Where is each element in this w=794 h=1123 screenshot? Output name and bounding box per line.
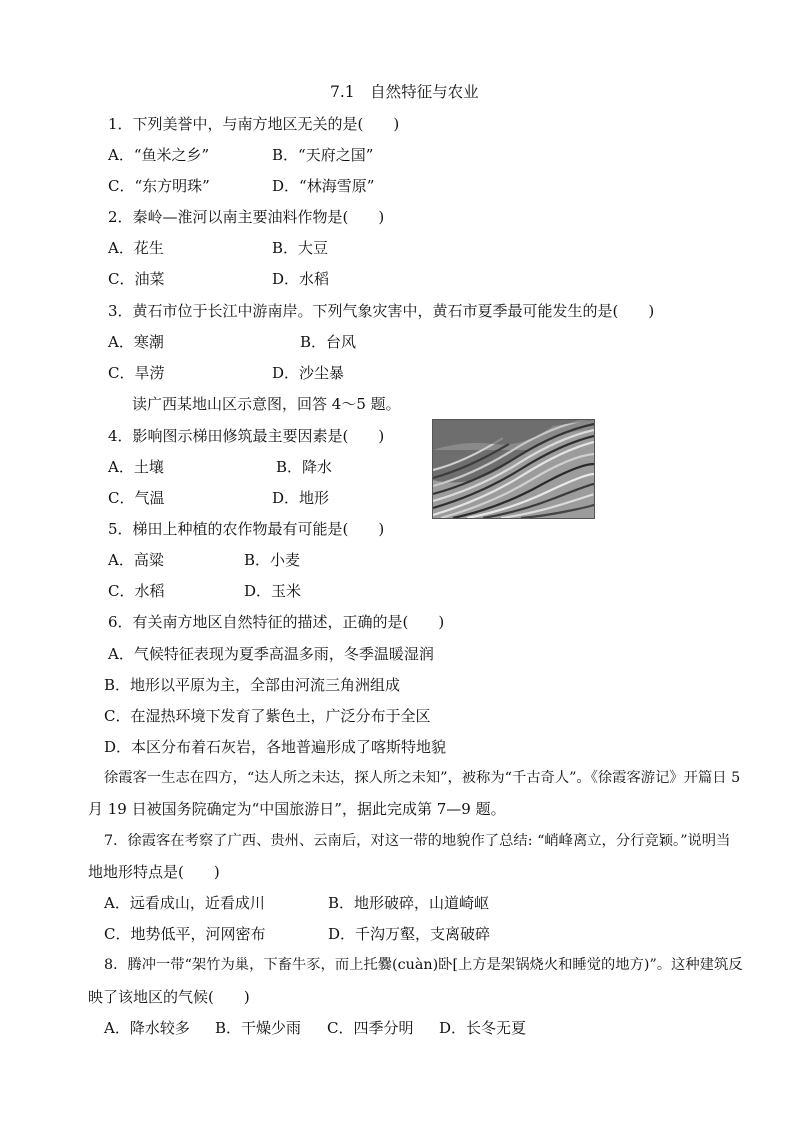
reading-passage-7-9-line-2: 月 19 日被国务院确定为“中国旅游日”，据此完成第 7—9 题。 [88, 800, 506, 818]
question-6-stem: 6．有关南方地区自然特征的描述，正确的是( ) [108, 613, 445, 631]
question-3-option-c: C．旱涝 [108, 364, 165, 382]
question-6-option-b: B．地形以平原为主，全部由河流三角洲组成 [104, 676, 401, 694]
question-6-option-c: C．在湿热环境下发育了紫色土，广泛分布于全区 [104, 707, 431, 725]
question-1-option-d: D．“林海雪原” [272, 177, 375, 195]
question-4-option-c: C．气温 [108, 489, 165, 507]
question-4-option-b: B．降水 [276, 458, 333, 476]
question-8-option-a: A．降水较多 [104, 1019, 190, 1037]
question-3-stem: 3．黄石市位于长江中游南岸。下列气象灾害中，黄石市夏季最可能发生的是( ) [108, 302, 655, 320]
question-5-option-b: B．小麦 [244, 551, 301, 569]
question-1-option-b: B．“天府之国” [272, 146, 374, 164]
question-4-option-a: A．土壤 [108, 458, 164, 476]
question-6-option-a: A．气候特征表现为夏季高温多雨，冬季温暖湿润 [108, 645, 434, 663]
question-7-stem-line-2: 地地形特点是( ) [88, 863, 220, 881]
question-7-option-d: D．千沟万壑，支离破碎 [328, 925, 491, 943]
question-7-option-b: B．地形破碎，山道崎岖 [328, 894, 490, 912]
question-4-option-d: D．地形 [272, 489, 330, 507]
reading-prompt-4-5: 读广西某地山区示意图，回答 4～5 题。 [132, 395, 401, 413]
question-1-option-c: C．“东方明珠” [108, 177, 210, 195]
question-8-stem-line-1: 8．腾冲一带“架竹为巢，下畜牛豕，而上托爨(cuàn)卧[上方是架锅烧火和睡觉的地方)”。这种建筑反 [104, 957, 743, 973]
question-3-option-d: D．沙尘暴 [272, 364, 345, 382]
question-2-option-d: D．水稻 [272, 270, 330, 288]
question-2-option-c: C．油菜 [108, 270, 165, 288]
question-5-stem: 5．梯田上种植的农作物最有可能是( ) [108, 520, 385, 538]
question-3-option-a: A．寒潮 [108, 333, 164, 351]
question-3-option-b: B．台风 [300, 333, 357, 351]
question-8-stem-line-2: 映了该地区的气候( ) [88, 988, 250, 1006]
question-5-option-a: A．高粱 [108, 551, 164, 569]
reading-passage-7-9-line-1: 徐霞客一生志在四方，“达人所之未达，探人所之未知”，被称为“千古奇人”。《徐霞客游记》开篇日 5 [104, 770, 741, 786]
question-7-stem-line-1: 7．徐霞客在考察了广西、贵州、云南后，对这一带的地貌作了总结: “峭峰离立，分行竞颖。”说明当 [104, 833, 731, 849]
question-1-stem: 1．下列美誉中，与南方地区无关的是( ) [108, 115, 400, 133]
question-8-option-c: C．四季分明 [327, 1019, 414, 1037]
page-title: 7.1 自然特征与农业 [330, 83, 479, 101]
question-5-option-d: D．玉米 [244, 582, 302, 600]
terraced-fields-photo [432, 419, 595, 519]
question-5-option-c: C．水稻 [108, 582, 165, 600]
question-7-option-c: C．地势低平，河网密布 [104, 925, 266, 943]
question-4-stem: 4．影响图示梯田修筑最主要因素是( ) [108, 427, 385, 445]
question-6-option-d: D．本区分布着石灰岩，各地普遍形成了喀斯特地貌 [104, 738, 447, 756]
question-2-option-b: B．大豆 [272, 239, 329, 257]
question-1-option-a: A．“鱼米之乡” [108, 146, 210, 164]
question-2-stem: 2．秦岭—淮河以南主要油料作物是( ) [108, 208, 385, 226]
question-8-option-b: B．干燥少雨 [215, 1019, 302, 1037]
question-8-option-d: D．长冬无夏 [439, 1019, 527, 1037]
question-7-option-a: A．远看成山，近看成川 [104, 894, 265, 912]
question-2-option-a: A．花生 [108, 239, 164, 257]
